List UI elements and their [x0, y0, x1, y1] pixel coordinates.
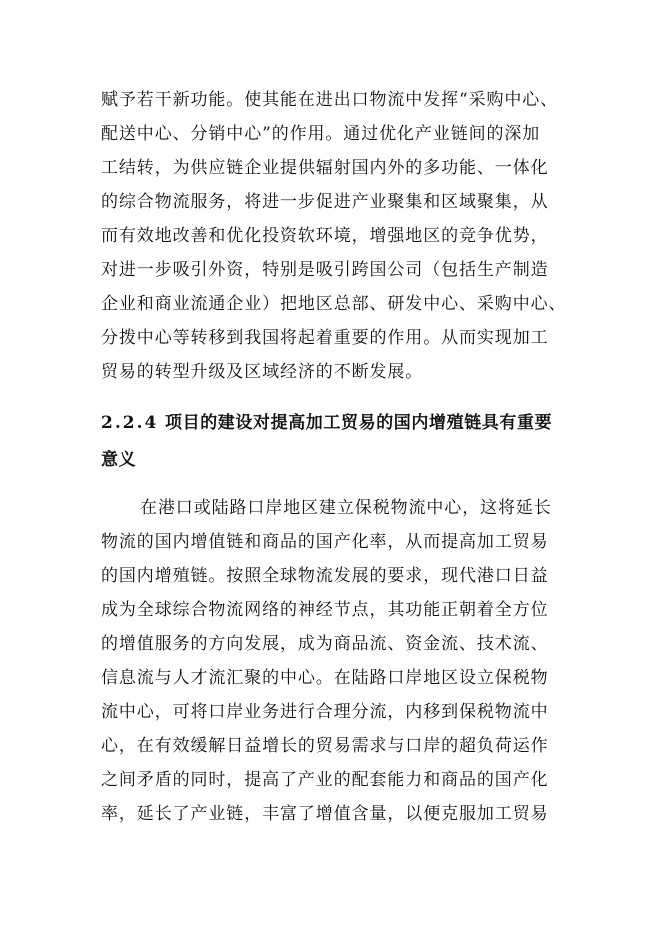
paragraph-2-line: 的国内增殖链。按照全球物流发展的要求，现代港口日益 [101, 566, 549, 586]
paragraph-1-line: 贸易的转型升级及区域经济的不断发展。 [101, 362, 424, 382]
paragraph-1-line: 企业和商业流通企业）把地区总部、研发中心、采购中心、 [101, 294, 567, 314]
paragraph-1-line: 对进一步吸引外资，特别是吸引跨国公司（包括生产制造 [101, 260, 549, 280]
section-title-part-2: 意义 [101, 450, 137, 470]
section-heading-line-1 [101, 410, 552, 436]
section-number: 2.2.4 [101, 413, 159, 433]
section-title-part-1: 项目的建设对提高加工贸易的国内增殖链具有重要 [165, 413, 553, 433]
paragraph-1-line: 分拨中心等转移到我国将起着重要的作用。从而实现加工 [101, 328, 549, 348]
paragraph-2-line: 成为全球综合物流网络的神经节点，其功能正朝着全方位 [101, 600, 549, 620]
paragraph-2-line: 心，在有效缓解日益增长的贸易需求与口岸的超负荷运作 [101, 736, 549, 756]
paragraph-2-line: 率，延长了产业链，丰富了增值含量，以便克服加工贸易 [101, 804, 549, 824]
paragraph-1-line: 的综合物流服务，将进一步促进产业聚集和区域聚集，从 [101, 192, 549, 212]
paragraph-1-line: 配送中心、分销中心”的作用。通过优化产业链间的深加 [101, 124, 541, 144]
paragraph-2-line: 物流的国内增值链和商品的国产化率，从而提高加工贸易 [101, 532, 549, 552]
paragraph-2-line: 的增值服务的方向发展，成为商品流、资金流、技术流、 [101, 634, 549, 654]
paragraph-2-line: 信息流与人才流汇聚的中心。在陆路口岸地区设立保税物 [101, 668, 549, 688]
paragraph-1-line: 而有效地改善和优化投资软环境，增强地区的竞争优势， [101, 226, 549, 246]
paragraph-2-line: 之间矛盾的同时，提高了产业的配套能力和商品的国产化 [101, 770, 549, 790]
paragraph-1-line: 赋予若干新功能。使其能在进出口物流中发挥“采购中心、 [101, 90, 559, 110]
paragraph-2-line: 流中心，可将口岸业务进行合理分流，内移到保税物流中 [101, 702, 549, 722]
paragraph-2-line: 在港口或陆路口岸地区建立保税物流中心，这将延长 [140, 498, 552, 518]
paragraph-1-line: 工结转，为供应链企业提供辐射国内外的多功能、一体化 [101, 158, 549, 178]
